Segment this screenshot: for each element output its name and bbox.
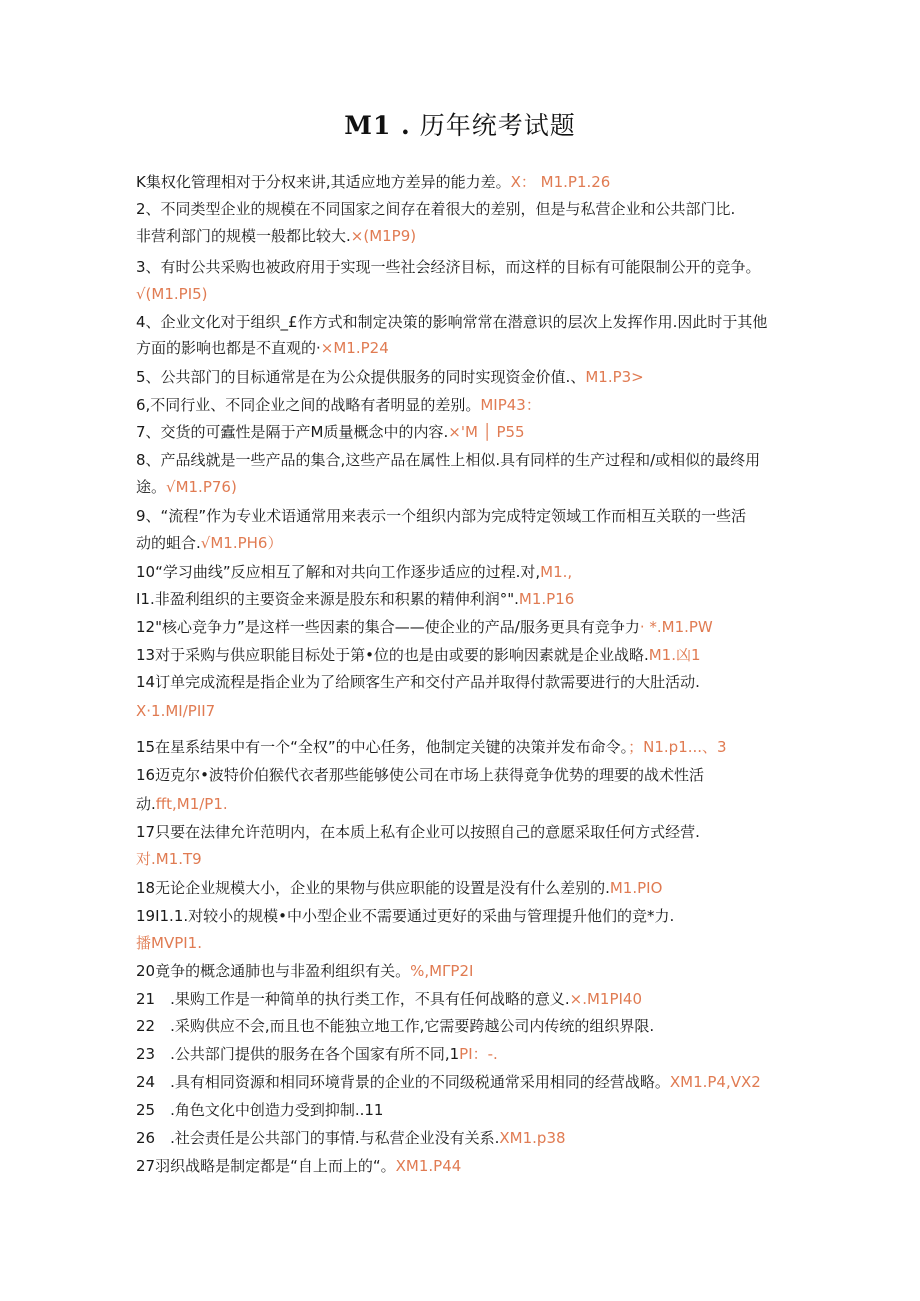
answer-ref: fft,M1∕P1. [155, 795, 228, 813]
question-line: 9、“流程”作为专业术语通常用来表示一个组织内部为完成特定领域工作而相互关联的一些活 [136, 507, 747, 525]
answer-ref: ×(M1P9) [350, 227, 417, 245]
question-line: 8、产品线就是一些产品的集合,这些产品在属性上相似.具有同样的生产过程和/或相似的最终用 [136, 451, 761, 469]
question-line: 25 .角色文化中创造力受到抑制..11 [136, 1101, 384, 1119]
question-line: 19I1.1.对较小的规模•中小型企业不需要通过更好的采曲与管理提升他们的竞*力. [136, 907, 675, 925]
answer-ref: M1.P3> [585, 368, 644, 386]
answer-ref: √M1.PH6） [200, 534, 283, 552]
answer-ref: MIP43： [480, 396, 541, 414]
question-line: 6,不同行业、不同企业之间的战略有者明显的差别。MIP43： [136, 396, 541, 414]
question-line: 21 .果购工作是一种简单的执行类工作，不具有任何战略的意义.×.M1PI40 [136, 990, 643, 1008]
question-line: 27羽织战略是制定都是“自上而上的“。XM1.P44 [136, 1157, 462, 1175]
answer-ref: XM1.p38 [499, 1129, 566, 1147]
answer-ref: XM1.P44 [395, 1157, 462, 1175]
answer-ref: PI：-. [459, 1045, 498, 1063]
question-line: 7、交货的可蠹性是隔于产M质量概念中的内容.×'M │ P55 [136, 423, 525, 441]
question-line: 途。√M1.P76) [136, 478, 237, 496]
question-line: 10“学习曲线”反应相互了解和对共向工作逐步适应的过程.对,M1., [136, 563, 573, 581]
answer-ref: ×'M │ P55 [448, 423, 525, 441]
question-line: 16迈克尔•波特价伯猴代衣者那些能够使公司在市场上获得竟争优势的理要的战术性活 [136, 766, 704, 784]
answer-ref: 播MVPI1. [136, 934, 202, 952]
question-line: 动.fft,M1∕P1. [136, 795, 228, 813]
answer-ref: X： M1.P1.26 [510, 173, 611, 191]
question-line: 18无论企业规模大小，企业的果物与供应职能的设置是没有什么差别的.M1.PIO [136, 879, 663, 897]
answer-ref: √(M1.PI5) [136, 285, 208, 303]
question-line [136, 846, 796, 872]
question-line: 23 .公共部门提供的服务在各个国家有所不同,1PI：-. [136, 1045, 498, 1063]
answer-ref: X·1.MI∕PII7 [136, 702, 216, 720]
question-line: 方面的影响也都是不直观的·×M1.P24 [136, 339, 389, 357]
answer-ref: M1.PIO [609, 879, 663, 897]
answer-ref: √M1.P76) [166, 478, 237, 496]
answer-ref: · *.M1.PW [639, 618, 713, 636]
question-line: 13对于采购与供应职能目标处于第•位的也是由或要的影响因素就是企业战略.M1.凶1 [136, 646, 701, 664]
question-line: 4、企业文化对于组织_£作方式和制定决策的影响常常在潜意识的层次上发挥作用.因此时于其他 [136, 313, 768, 331]
question-line: 2、不同类型企业的规模在不同国家之间存在着很大的差别，但是与私营企业和公共部门比. [136, 200, 736, 218]
answer-ref: ；N1.p1...、3 [628, 738, 727, 756]
question-line: 5、公共部门的目标通常是在为公众提供服务的同时实现资金价值.、M1.P3> [136, 368, 644, 386]
question-line: 20竟争的概念通肺也与非盈利组织有关。%,MΓP2I [136, 962, 474, 980]
question-line [136, 930, 796, 956]
question-line: I1.非盈利组织的主要资金来源是股东和积累的精伸利润°".M1.P16 [136, 590, 575, 608]
question-line: 24 .具有相同资源和相同环境背景的企业的不同级税通常采用相同的经营战略。XM1.P4,VX2 [136, 1073, 761, 1091]
answer-ref: ×M1.P24 [320, 339, 389, 357]
question-line [136, 281, 796, 307]
question-line: 15在星系结果中有一个“全权”的中心任务，他制定关键的决策并发布命令。；N1.p1...、3 [136, 738, 727, 756]
question-line: 动的蛆合.√M1.PH6） [136, 534, 283, 552]
answer-ref: 对.M1.T9 [136, 850, 202, 868]
page-title [0, 106, 920, 142]
answer-ref: XM1.P4,VX2 [669, 1073, 761, 1091]
answer-ref: M1., [540, 563, 573, 581]
answer-ref: ×.M1PI40 [569, 990, 643, 1008]
answer-ref: %,MΓP2I [410, 962, 474, 980]
question-line: 14订单完成流程是指企业为了给顾客生产和交付产品并取得付款需要进行的大肚活动. [136, 673, 700, 691]
question-line: 17只要在法律允许范明内，在本质上私有企业可以按照自己的意愿采取任何方式经营. [136, 823, 700, 841]
title-text: 历年统考试题 [419, 111, 576, 140]
question-line [136, 698, 796, 724]
question-line: 非营利部门的规模一般都比较大.×(M1P9) [136, 227, 417, 245]
answer-ref: M1.P16 [518, 590, 575, 608]
question-line: 22 .采购供应不会,而且也不能独立地工作,它需要跨越公司内传统的组织界限. [136, 1017, 655, 1035]
answer-ref: M1.凶1 [648, 646, 701, 664]
question-line: 3、有时公共采购也被政府用于实现一些社会经济目标，而这样的目标有可能限制公开的竞争。 [136, 258, 761, 276]
title-code: M1 . [344, 111, 411, 140]
question-line: 12"核心竞争力”是这样一些因素的集合——使企业的产品/服务更具有竞争力· *.M1.PW [136, 618, 713, 636]
question-line: K集权化管理相对于分权来讲,其适应地方差异的能力差。X： M1.P1.26 [136, 173, 611, 191]
question-line: 26 .社会责任是公共部门的事情.与私营企业没有关系.XM1.p38 [136, 1129, 566, 1147]
